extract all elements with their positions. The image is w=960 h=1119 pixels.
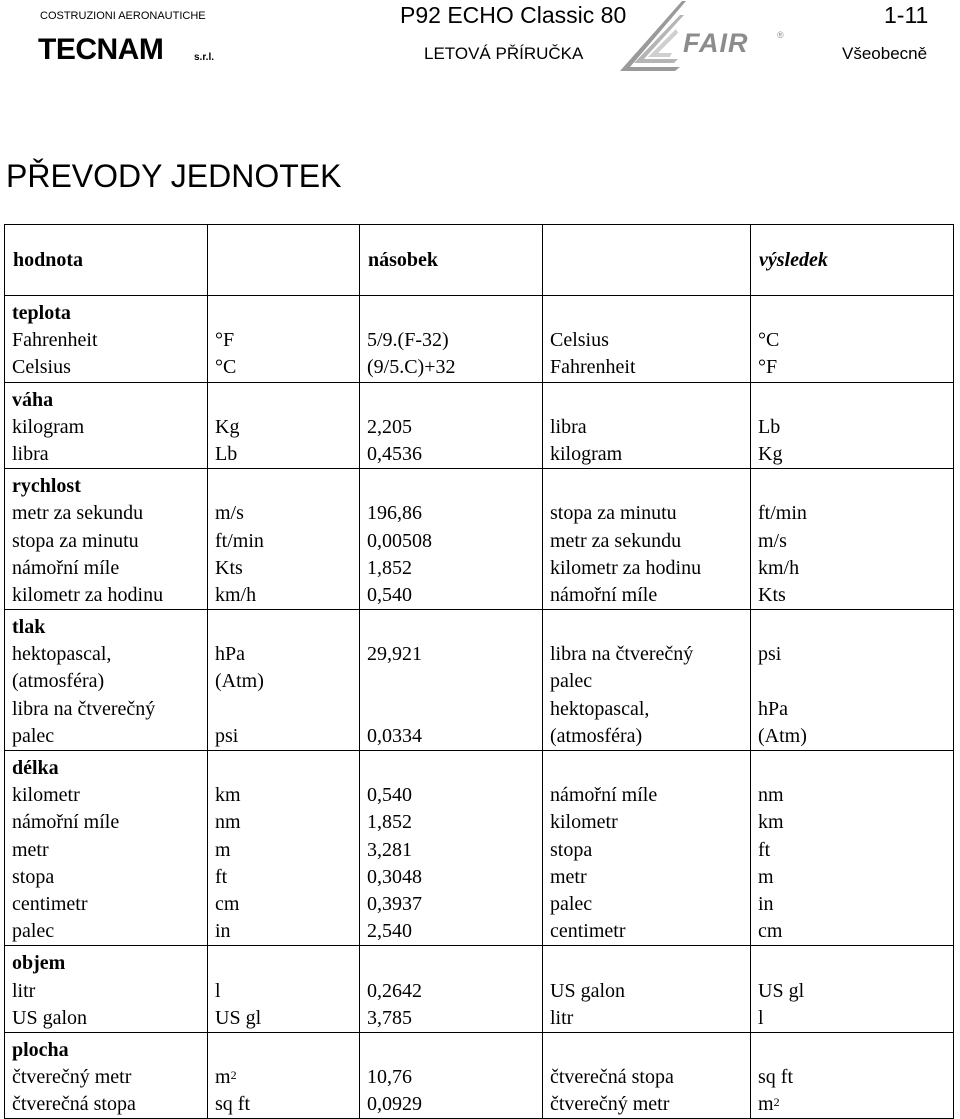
result-unit: °C	[758, 329, 780, 352]
conversion-factor	[367, 668, 542, 695]
quantity-name: US galon	[12, 1006, 87, 1029]
quantity-name: námořní míle	[12, 811, 120, 834]
target-quantity: metr	[550, 865, 587, 888]
table-cell	[5, 946, 208, 1033]
table-cell	[360, 296, 543, 383]
result-unit: km	[758, 811, 784, 834]
table-cell	[5, 296, 208, 383]
source-unit: $m^2$	[215, 1066, 237, 1089]
source-unit: km	[215, 784, 241, 807]
table-cell	[208, 610, 360, 751]
table-cell	[5, 1032, 208, 1119]
target-quantity: stopa	[550, 838, 593, 861]
result-unit: m/s	[758, 529, 787, 552]
conversion-factor: 1,852	[367, 556, 412, 579]
target-quantity: kilometr	[550, 811, 618, 834]
source-unit: ft	[215, 865, 228, 888]
quantity-name: kilogram	[12, 415, 85, 438]
table-cell	[751, 1032, 954, 1119]
result-unit: °F	[758, 356, 778, 379]
source-unit: nm	[215, 811, 241, 834]
quantity-name: Celsius	[12, 356, 71, 379]
conversion-factor: (9/5.C)+32	[367, 356, 456, 379]
header-target	[543, 225, 751, 296]
table-row	[5, 751, 954, 946]
table-cell	[208, 1032, 360, 1119]
result-unit: km/h	[758, 556, 800, 579]
quantity-name: libra na čtverečný	[12, 697, 156, 720]
table-row	[5, 1032, 954, 1119]
table-cell	[751, 382, 954, 469]
table-cell	[543, 610, 751, 751]
unit-conversion-table	[4, 224, 954, 1119]
result-unit: nm	[758, 784, 784, 807]
result-unit: l	[758, 1006, 764, 1029]
quantity-name: (atmosféra)	[12, 670, 105, 693]
table-cell	[543, 469, 751, 610]
table-cell	[543, 751, 751, 946]
result-unit: m	[758, 865, 774, 888]
conversion-factor: 3,785	[367, 1006, 412, 1029]
result-unit: psi	[758, 643, 782, 666]
source-unit: in	[215, 920, 231, 943]
result-unit: (Atm)	[758, 724, 807, 747]
quantity-name: stopa za minutu	[12, 529, 139, 552]
table-header-row	[5, 225, 954, 296]
header-unit	[208, 225, 360, 296]
source-unit: Lb	[215, 442, 238, 465]
header-result: výsledek	[751, 225, 954, 296]
page-title: PŘEVODY JEDNOTEK	[6, 158, 342, 194]
conversion-factor: 0,3937	[367, 892, 422, 915]
category-label: teplota	[12, 302, 71, 324]
document-subtitle: LETOVÁ PŘÍRUČKA	[424, 44, 584, 63]
target-quantity: kilometr za hodinu	[550, 556, 702, 579]
conversion-factor: 0,540	[367, 784, 412, 807]
conversion-factor: 2,540	[367, 920, 412, 943]
quantity-name: čtverečná stopa	[12, 1093, 136, 1116]
table-cell	[751, 296, 954, 383]
fair-logo-text: FAIR	[683, 28, 749, 58]
category-label: objem	[12, 952, 66, 975]
section-name: Všeobecně	[842, 44, 928, 63]
target-quantity: libra na čtverečný	[550, 643, 694, 666]
conversion-factor: 0,4536	[367, 442, 422, 465]
quantity-name: kilometr	[12, 784, 80, 807]
table-cell	[208, 382, 360, 469]
target-quantity: čtverečný metr	[550, 1093, 670, 1116]
conversion-factor: 0,2642	[367, 979, 422, 1002]
source-unit: ft/min	[215, 529, 264, 552]
result-unit: sq ft	[758, 1066, 793, 1089]
target-quantity: stopa za minutu	[550, 502, 677, 525]
table-row	[5, 296, 954, 383]
quantity-name: Fahrenheit	[12, 329, 98, 352]
conversion-factor: 10,76	[367, 1066, 412, 1089]
brand-logo-text: TECNAM	[38, 33, 164, 66]
source-unit: hPa	[215, 643, 245, 666]
source-unit: Kts	[215, 556, 243, 579]
company-name: COSTRUZIONI AERONAUTICHE	[40, 10, 206, 22]
category-label: tlak	[12, 616, 46, 639]
table-cell	[5, 469, 208, 610]
result-unit: cm	[758, 920, 783, 943]
source-unit: km/h	[215, 583, 257, 606]
target-quantity: hektopascal,	[550, 697, 650, 720]
result-unit: Lb	[758, 415, 781, 438]
category-label: délka	[12, 757, 59, 779]
table-cell	[360, 751, 543, 946]
source-unit: sq ft	[215, 1093, 250, 1116]
result-unit: ft	[758, 838, 771, 861]
table-cell	[360, 946, 543, 1033]
conversion-factor: 2,205	[367, 415, 412, 438]
quantity-name: námořní míle	[12, 556, 120, 579]
table-cell	[360, 469, 543, 610]
table-row	[5, 946, 954, 1033]
result-unit: $m^2$	[758, 1093, 780, 1116]
result-unit: in	[758, 892, 774, 915]
target-quantity: Fahrenheit	[550, 356, 636, 379]
table-cell	[208, 946, 360, 1033]
result-unit: ft/min	[758, 502, 807, 525]
source-unit: m	[215, 838, 231, 861]
conversion-factor: 1,852	[367, 811, 412, 834]
fair-registered-mark: ®	[777, 30, 784, 40]
table-cell	[360, 610, 543, 751]
quantity-name: palec	[12, 920, 55, 943]
table-cell	[543, 946, 751, 1033]
conversion-factor: 0,540	[367, 583, 412, 606]
source-unit: l	[215, 979, 221, 1002]
header-multiplier: násobek	[360, 225, 543, 296]
quantity-name: metr za sekundu	[12, 502, 144, 525]
table-cell	[751, 469, 954, 610]
quantity-name: palec	[12, 724, 55, 747]
table-cell	[360, 382, 543, 469]
result-unit: hPa	[758, 697, 788, 720]
target-quantity: palec	[550, 892, 593, 915]
target-quantity: námořní míle	[550, 784, 658, 807]
source-unit: Kg	[215, 415, 240, 438]
table-cell	[208, 469, 360, 610]
table-cell	[208, 296, 360, 383]
category-label: plocha	[12, 1038, 69, 1061]
document-title: P92 ECHO Classic 80	[400, 2, 627, 28]
result-unit: Kg	[758, 442, 783, 465]
conversion-factor: 5/9.(F-32)	[367, 329, 449, 352]
quantity-name: hektopascal,	[12, 643, 112, 666]
table-cell	[751, 751, 954, 946]
conversion-factor: 196,86	[367, 502, 422, 525]
table-cell	[5, 610, 208, 751]
conversion-factor: 0,0334	[367, 724, 422, 747]
conversion-factor: 3,281	[367, 838, 412, 861]
result-unit: US gl	[758, 979, 805, 1002]
target-quantity: palec	[550, 670, 593, 693]
source-unit: cm	[215, 892, 240, 915]
quantity-name: stopa	[12, 865, 55, 888]
brand-suffix: s.r.l.	[194, 52, 215, 63]
conversion-factor: 0,0929	[367, 1093, 422, 1116]
target-quantity: libra	[550, 415, 587, 438]
target-quantity: (atmosféra)	[550, 724, 643, 747]
table-cell	[543, 1032, 751, 1119]
source-unit: °F	[215, 329, 235, 352]
table-cell	[751, 946, 954, 1033]
quantity-name: litr	[12, 979, 36, 1002]
table-row	[5, 382, 954, 469]
result-unit: Kts	[758, 583, 786, 606]
target-quantity: litr	[550, 1006, 574, 1029]
quantity-name: libra	[12, 442, 49, 465]
table-cell	[5, 751, 208, 946]
target-quantity: metr za sekundu	[550, 529, 682, 552]
table-cell	[751, 610, 954, 751]
target-quantity: centimetr	[550, 920, 626, 943]
target-quantity: US galon	[550, 979, 625, 1002]
header-value: hodnota	[5, 225, 208, 296]
conversion-factor	[367, 696, 542, 723]
source-unit: °C	[215, 356, 237, 379]
target-quantity: námořní míle	[550, 583, 658, 606]
source-unit: psi	[215, 724, 239, 747]
target-quantity: kilogram	[550, 442, 623, 465]
conversion-factor: 0,00508	[367, 529, 432, 552]
table-cell	[5, 382, 208, 469]
table-cell	[543, 382, 751, 469]
table-row	[5, 469, 954, 610]
table-cell	[543, 296, 751, 383]
table-cell	[360, 1032, 543, 1119]
conversion-factor: 0,3048	[367, 865, 422, 888]
target-quantity: čtverečná stopa	[550, 1066, 674, 1089]
target-quantity: Celsius	[550, 329, 609, 352]
category-label: rychlost	[12, 475, 81, 498]
table-row	[5, 610, 954, 751]
table-cell	[208, 751, 360, 946]
source-unit	[215, 696, 359, 723]
page-number: 1-11	[884, 2, 929, 28]
source-unit: (Atm)	[215, 670, 264, 693]
source-unit: m/s	[215, 502, 244, 525]
source-unit: US gl	[215, 1006, 262, 1029]
category-label: váha	[12, 388, 54, 411]
quantity-name: metr	[12, 838, 49, 861]
result-unit	[758, 668, 953, 695]
quantity-name: centimetr	[12, 892, 88, 915]
quantity-name: čtverečný metr	[12, 1066, 132, 1089]
quantity-name: kilometr za hodinu	[12, 583, 164, 606]
conversion-factor: 29,921	[367, 643, 422, 666]
